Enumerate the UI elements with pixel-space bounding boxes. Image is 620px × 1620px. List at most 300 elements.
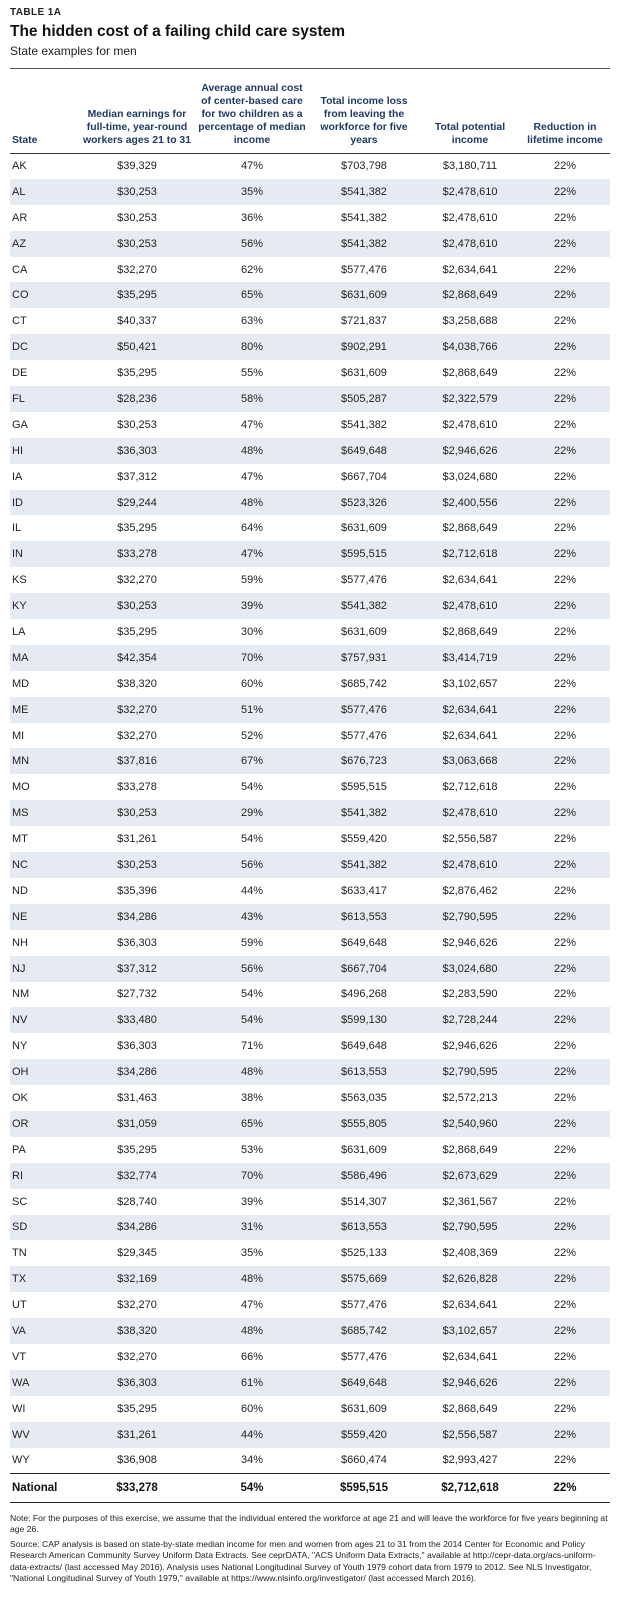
cell-income-loss: $631,609: [341, 1143, 387, 1156]
cell-median-earnings: $36,908: [117, 1454, 157, 1467]
cell-state: FL: [10, 386, 78, 412]
cell-care-cost: 54%: [240, 781, 264, 794]
table-row: [10, 1033, 610, 1059]
cell-potential-income: $2,478,610: [420, 593, 520, 619]
cell-state: NJ: [10, 956, 78, 982]
cell-income-loss: $599,130: [308, 1007, 420, 1033]
cell-potential-income: $2,634,641: [442, 729, 498, 742]
cell-median-earnings: $30,253: [78, 593, 196, 619]
cell-income-loss: $505,287: [308, 386, 420, 412]
cell-state: MO: [12, 781, 30, 794]
column-header-median-earnings: Median earnings for full-time, year-round workers ages 21 to 31: [78, 69, 196, 153]
table-row: [10, 490, 610, 516]
cell-median-earnings: $34,286: [78, 1059, 196, 1085]
table-row: [10, 1318, 610, 1344]
cell-potential-income: $2,361,567: [442, 1195, 498, 1208]
column-header-reduction: Reduction in lifetime income: [520, 69, 610, 153]
table-row: [10, 386, 610, 412]
cell-median-earnings: $40,337: [117, 315, 157, 328]
cell-median-earnings: $29,345: [117, 1247, 157, 1260]
cell-care-cost: 48%: [196, 1318, 308, 1344]
cell-income-loss: $555,805: [308, 1111, 420, 1137]
cell-reduction: 22%: [520, 593, 610, 619]
cell-potential-income: $2,946,626: [420, 438, 520, 464]
cell-reduction: 22%: [520, 1111, 610, 1137]
cell-median-earnings: $32,774: [78, 1163, 196, 1189]
cell-reduction: 22%: [553, 884, 577, 897]
cell-median-earnings: $30,253: [117, 211, 157, 224]
table-row: [10, 619, 610, 645]
cell-median-earnings: $37,816: [78, 748, 196, 774]
cell-care-cost: 61%: [196, 1370, 308, 1396]
cell-reduction: 22%: [553, 1454, 577, 1467]
cell-median-earnings: $31,059: [78, 1111, 196, 1137]
cell-care-cost: 56%: [196, 852, 308, 878]
cell-median-earnings: $34,286: [78, 904, 196, 930]
cell-income-loss: $667,704: [308, 956, 420, 982]
cell-income-loss: $902,291: [308, 334, 420, 360]
cell-care-cost: 38%: [240, 1092, 264, 1104]
table-row: [10, 1085, 610, 1111]
cell-potential-income: $2,673,629: [420, 1163, 520, 1189]
cell-care-cost: 54%: [196, 1007, 308, 1033]
cell-median-earnings: $35,295: [117, 1143, 157, 1156]
cell-care-cost: 53%: [240, 1143, 264, 1156]
cell-potential-income: $2,634,641: [442, 1350, 498, 1363]
cell-care-cost: 59%: [240, 936, 264, 949]
cell-state: WV: [10, 1422, 78, 1448]
cell-state: MD: [12, 677, 30, 690]
national-income-loss: $595,515: [308, 1473, 420, 1502]
cell-care-cost: 44%: [240, 884, 264, 897]
cell-care-cost: 67%: [196, 748, 308, 774]
cell-state: DC: [10, 334, 78, 360]
cell-state: OK: [12, 1092, 28, 1104]
table-row: [10, 878, 610, 904]
cell-care-cost: 47%: [240, 160, 264, 173]
cell-potential-income: $2,556,587: [442, 833, 498, 846]
cell-income-loss: $649,648: [308, 1370, 420, 1396]
table-row: [10, 1163, 610, 1189]
table-row: [10, 541, 610, 567]
cell-income-loss: $660,474: [341, 1454, 387, 1467]
cell-potential-income: $3,102,657: [442, 677, 498, 690]
cell-income-loss: $577,476: [341, 1299, 387, 1312]
cell-potential-income: $3,258,688: [442, 315, 498, 328]
cell-care-cost: 48%: [196, 490, 308, 516]
cell-care-cost: 48%: [196, 1059, 308, 1085]
cell-state: AZ: [10, 231, 78, 257]
national-median-earnings: $33,278: [78, 1473, 196, 1502]
cell-income-loss: $676,723: [308, 748, 420, 774]
cell-potential-income: $2,946,626: [442, 936, 498, 949]
cell-income-loss: $559,420: [341, 833, 387, 846]
cell-state: WI: [12, 1402, 26, 1415]
cell-median-earnings: $33,278: [78, 541, 196, 567]
cell-care-cost: 47%: [196, 541, 308, 567]
cell-state: RI: [10, 1163, 78, 1189]
cell-income-loss: $577,476: [341, 263, 387, 276]
cell-potential-income: $3,102,657: [420, 1318, 520, 1344]
table-row: [10, 1137, 610, 1163]
cell-state: UT: [12, 1299, 27, 1312]
column-header-care-cost: Average annual cost of center-based care for two children as a percentage of median income: [196, 69, 308, 153]
cell-reduction: 22%: [553, 833, 577, 846]
cell-potential-income: $2,790,595: [420, 1215, 520, 1241]
cell-care-cost: 65%: [196, 282, 308, 308]
cell-potential-income: $4,038,766: [420, 334, 520, 360]
cell-income-loss: $633,417: [341, 884, 387, 897]
cell-median-earnings: $35,396: [117, 884, 157, 897]
cell-reduction: 22%: [553, 1040, 577, 1053]
cell-potential-income: $2,712,618: [420, 541, 520, 567]
cell-care-cost: 39%: [196, 593, 308, 619]
cell-care-cost: 47%: [240, 418, 264, 431]
cell-care-cost: 71%: [240, 1040, 264, 1053]
cell-reduction: 22%: [520, 1215, 610, 1241]
cell-care-cost: 39%: [240, 1195, 264, 1208]
cell-state: WY: [12, 1454, 30, 1467]
cell-income-loss: $595,515: [308, 541, 420, 567]
cell-income-loss: $541,382: [308, 231, 420, 257]
cell-median-earnings: $30,253: [117, 418, 157, 431]
cell-reduction: 22%: [520, 231, 610, 257]
cell-income-loss: $595,515: [341, 781, 387, 794]
cell-potential-income: $2,322,579: [420, 386, 520, 412]
table-row: [10, 800, 610, 826]
cell-reduction: 22%: [553, 418, 577, 431]
cell-reduction: 22%: [520, 1163, 610, 1189]
cell-median-earnings: $28,740: [117, 1195, 157, 1208]
cell-income-loss: $613,553: [308, 1215, 420, 1241]
cell-reduction: 22%: [520, 800, 610, 826]
cell-median-earnings: $32,270: [117, 1299, 157, 1312]
cell-median-earnings: $32,169: [78, 1266, 196, 1292]
table-row: [10, 930, 610, 956]
table-row: [10, 464, 610, 490]
table-row: [10, 231, 610, 257]
cell-reduction: 22%: [553, 470, 577, 483]
cell-reduction: 22%: [553, 1247, 577, 1260]
cell-state: NY: [12, 1040, 28, 1053]
header-row: [10, 69, 610, 153]
cell-median-earnings: $30,253: [78, 852, 196, 878]
cell-income-loss: $577,476: [341, 1350, 387, 1363]
cell-potential-income: $3,414,719: [420, 645, 520, 671]
cell-care-cost: 70%: [196, 1163, 308, 1189]
cell-state: GA: [12, 418, 28, 431]
cell-median-earnings: $29,244: [78, 490, 196, 516]
table-row: [10, 179, 610, 205]
cell-reduction: 22%: [520, 282, 610, 308]
cell-reduction: 22%: [553, 522, 577, 535]
cell-potential-income: $2,634,641: [420, 697, 520, 723]
cell-care-cost: 54%: [240, 833, 264, 846]
table-row: [10, 1370, 610, 1396]
table-row: [10, 748, 610, 774]
cell-potential-income: $2,478,610: [442, 211, 498, 224]
cell-potential-income: $2,712,618: [442, 781, 498, 794]
cell-reduction: 22%: [520, 956, 610, 982]
cell-care-cost: 47%: [240, 470, 264, 483]
cell-median-earnings: $50,421: [78, 334, 196, 360]
cell-reduction: 22%: [553, 211, 577, 224]
national-care-cost: 54%: [196, 1473, 308, 1502]
cell-median-earnings: $42,354: [78, 645, 196, 671]
cell-potential-income: $2,868,649: [442, 367, 498, 380]
cell-care-cost: 59%: [240, 574, 264, 587]
table-row: [10, 1292, 610, 1318]
cell-income-loss: $525,133: [341, 1247, 387, 1260]
cell-care-cost: 80%: [196, 334, 308, 360]
cell-reduction: 22%: [553, 367, 577, 380]
table-row: [10, 1059, 610, 1085]
cell-care-cost: 60%: [240, 1402, 264, 1415]
cell-median-earnings: $30,253: [78, 231, 196, 257]
cell-median-earnings: $36,303: [117, 936, 157, 949]
cell-reduction: 22%: [520, 697, 610, 723]
cell-state: TX: [10, 1266, 78, 1292]
national-row: [10, 1473, 610, 1502]
cell-income-loss: $649,648: [308, 438, 420, 464]
table-row: [10, 334, 610, 360]
cell-care-cost: 60%: [240, 677, 264, 690]
cell-potential-income: $2,790,595: [420, 1059, 520, 1085]
cell-median-earnings: $38,320: [78, 1318, 196, 1344]
cell-state: AL: [10, 179, 78, 205]
cell-median-earnings: $27,732: [117, 988, 157, 1001]
cell-care-cost: 58%: [196, 386, 308, 412]
cell-reduction: 22%: [553, 160, 577, 173]
cell-potential-income: $2,868,649: [442, 522, 498, 535]
cell-care-cost: 70%: [196, 645, 308, 671]
cell-state: KY: [10, 593, 78, 619]
cell-care-cost: 64%: [240, 522, 264, 535]
cell-state: VA: [10, 1318, 78, 1344]
cell-care-cost: 35%: [240, 1247, 264, 1260]
table-row: [10, 697, 610, 723]
cell-potential-income: $2,946,626: [442, 1040, 498, 1053]
cell-income-loss: $649,648: [341, 936, 387, 949]
table-row: [10, 1240, 610, 1266]
cell-median-earnings: $33,278: [117, 781, 157, 794]
cell-income-loss: $721,837: [341, 315, 387, 328]
cell-reduction: 22%: [553, 315, 577, 328]
cell-state: HI: [10, 438, 78, 464]
cell-potential-income: $2,478,610: [442, 418, 498, 431]
cell-income-loss: $703,798: [341, 160, 387, 173]
cell-income-loss: $541,382: [308, 593, 420, 619]
cell-potential-income: $3,063,668: [420, 748, 520, 774]
footnotes: [10, 1513, 610, 1584]
cell-state: CT: [12, 315, 27, 328]
national-potential-income: $2,712,618: [420, 1473, 520, 1502]
cell-median-earnings: $37,312: [78, 956, 196, 982]
cell-income-loss: $577,476: [341, 729, 387, 742]
cell-median-earnings: $31,261: [78, 1422, 196, 1448]
cell-income-loss: $613,553: [308, 904, 420, 930]
cell-state: OR: [10, 1111, 78, 1137]
table-subtitle: State examples for men: [10, 44, 137, 58]
cell-potential-income: $2,946,626: [420, 1370, 520, 1396]
cell-median-earnings: $38,320: [117, 677, 157, 690]
cell-median-earnings: $39,329: [117, 160, 157, 173]
cell-reduction: 22%: [520, 852, 610, 878]
cell-potential-income: $2,283,590: [442, 988, 498, 1001]
cell-potential-income: $2,478,610: [420, 800, 520, 826]
cell-reduction: 22%: [553, 1350, 577, 1363]
cell-state: SD: [10, 1215, 78, 1241]
source-text: Source: CAP analysis is based on state-by-state median income for men and women from ages 21 to 31 from the 2014 Center for Economic and Policy Research American Community Survey Uniform Data Extracts. See ceprDATA, "ACS Uniform Data Extracts," available at http://cepr-data.org/acs-uniform-data-extracts/ (last accessed May 2016). Analysis uses National Longitudinal Survey of Youth 1979 cohort data from 1979 to 2012. See NLS Investigator, "National Longitudinal Survey of Youth 1979," available at https://www.nlsinfo.org/investigator/ (last accessed March 2016).: [10, 1538, 596, 1583]
cell-reduction: 22%: [553, 677, 577, 690]
cell-potential-income: $2,634,641: [442, 574, 498, 587]
cell-care-cost: 51%: [196, 697, 308, 723]
table-row: [10, 1111, 610, 1137]
cell-state: ID: [10, 490, 78, 516]
cell-reduction: 22%: [520, 541, 610, 567]
cell-income-loss: $575,669: [308, 1266, 420, 1292]
table-row: [10, 1189, 610, 1215]
cell-reduction: 22%: [520, 179, 610, 205]
cell-potential-income: $2,868,649: [442, 625, 498, 638]
cell-potential-income: $2,868,649: [442, 1402, 498, 1415]
cell-reduction: 22%: [553, 1299, 577, 1312]
cell-potential-income: $2,993,427: [442, 1454, 498, 1467]
cell-state: NH: [12, 936, 28, 949]
cell-median-earnings: $31,261: [117, 833, 157, 846]
cell-reduction: 22%: [520, 334, 610, 360]
table-row: [10, 593, 610, 619]
cell-reduction: 22%: [553, 1143, 577, 1156]
cell-care-cost: 66%: [240, 1350, 264, 1363]
cell-care-cost: 54%: [240, 988, 264, 1001]
cell-reduction: 22%: [520, 1007, 610, 1033]
table-row: [10, 1007, 610, 1033]
table-label: TABLE 1A: [10, 7, 62, 18]
cell-median-earnings: $31,463: [117, 1092, 157, 1104]
cell-reduction: 22%: [553, 936, 577, 949]
table-row: [10, 567, 610, 593]
table-row: [10, 308, 610, 334]
table-row: [10, 645, 610, 671]
cell-potential-income: $2,540,960: [420, 1111, 520, 1137]
cell-state: NC: [10, 852, 78, 878]
cell-income-loss: $649,648: [341, 1040, 387, 1053]
cell-state: IN: [10, 541, 78, 567]
cell-reduction: 22%: [553, 781, 577, 794]
cell-median-earnings: $34,286: [78, 1215, 196, 1241]
cell-state: VT: [12, 1350, 27, 1363]
cell-potential-income: $2,876,462: [442, 884, 498, 897]
cell-reduction: 22%: [520, 1266, 610, 1292]
cell-median-earnings: $35,295: [117, 367, 157, 380]
table-row: [10, 153, 610, 179]
cell-reduction: 22%: [553, 1402, 577, 1415]
cell-care-cost: 48%: [196, 1266, 308, 1292]
cell-income-loss: $541,382: [308, 179, 420, 205]
cell-income-loss: $541,382: [341, 211, 387, 224]
table-row: [10, 412, 610, 438]
cell-median-earnings: $35,295: [117, 522, 157, 535]
cell-potential-income: $2,572,213: [442, 1092, 498, 1104]
cell-potential-income: $2,790,595: [420, 904, 520, 930]
national-reduction: 22%: [520, 1473, 610, 1502]
cell-state: MA: [10, 645, 78, 671]
cell-reduction: 22%: [520, 1318, 610, 1344]
cell-median-earnings: $32,270: [78, 697, 196, 723]
cell-potential-income: $2,868,649: [442, 1143, 498, 1156]
cell-income-loss: $586,496: [308, 1163, 420, 1189]
cell-potential-income: $3,024,680: [442, 470, 498, 483]
table-row: [10, 205, 610, 231]
cell-median-earnings: $32,270: [117, 729, 157, 742]
cell-income-loss: $559,420: [308, 1422, 420, 1448]
table-title: The hidden cost of a failing child care system: [10, 23, 346, 40]
cell-potential-income: $2,728,244: [420, 1007, 520, 1033]
cell-income-loss: $541,382: [341, 418, 387, 431]
table-row: [10, 1422, 610, 1448]
data-table: [10, 69, 610, 1503]
cell-median-earnings: $35,295: [117, 1402, 157, 1415]
table-row: [10, 1266, 610, 1292]
cell-income-loss: $631,609: [341, 367, 387, 380]
cell-reduction: 22%: [520, 1059, 610, 1085]
cell-potential-income: $2,634,641: [442, 1299, 498, 1312]
cell-state: CA: [12, 263, 28, 276]
national-state: National: [10, 1473, 78, 1502]
cell-care-cost: 34%: [240, 1454, 264, 1467]
cell-care-cost: 30%: [240, 625, 264, 638]
cell-reduction: 22%: [520, 386, 610, 412]
table-row: [10, 1448, 610, 1474]
cell-income-loss: $667,704: [341, 470, 387, 483]
cell-potential-income: $3,180,711: [442, 160, 498, 173]
cell-median-earnings: $30,253: [78, 179, 196, 205]
table-row: [10, 982, 610, 1008]
cell-median-earnings: $32,270: [117, 263, 157, 276]
cell-reduction: 22%: [520, 490, 610, 516]
column-header-potential-income: Total potential income: [420, 69, 520, 153]
table-row: [10, 774, 610, 800]
cell-income-loss: $685,742: [341, 677, 387, 690]
cell-median-earnings: $28,236: [78, 386, 196, 412]
cell-care-cost: 56%: [196, 231, 308, 257]
cell-reduction: 22%: [553, 988, 577, 1001]
cell-state: IA: [12, 470, 23, 483]
column-header-income-loss: Total income loss from leaving the workforce for five years: [308, 69, 420, 153]
cell-state: NV: [10, 1007, 78, 1033]
cell-reduction: 22%: [553, 625, 577, 638]
cell-state: DE: [12, 367, 28, 380]
table-body: [10, 153, 610, 1473]
cell-income-loss: $631,609: [341, 522, 387, 535]
cell-state: ND: [12, 884, 28, 897]
cell-state: KS: [12, 574, 27, 587]
cell-income-loss: $514,307: [341, 1195, 387, 1208]
cell-care-cost: 52%: [240, 729, 264, 742]
cell-reduction: 22%: [520, 438, 610, 464]
cell-reduction: 22%: [520, 904, 610, 930]
cell-income-loss: $577,476: [341, 574, 387, 587]
cell-income-loss: $541,382: [308, 852, 420, 878]
cell-income-loss: $631,609: [341, 1402, 387, 1415]
cell-state: OH: [10, 1059, 78, 1085]
cell-care-cost: 31%: [196, 1215, 308, 1241]
cell-state: MS: [10, 800, 78, 826]
cell-income-loss: $685,742: [308, 1318, 420, 1344]
table-row: [10, 956, 610, 982]
cell-income-loss: $563,035: [341, 1092, 387, 1104]
